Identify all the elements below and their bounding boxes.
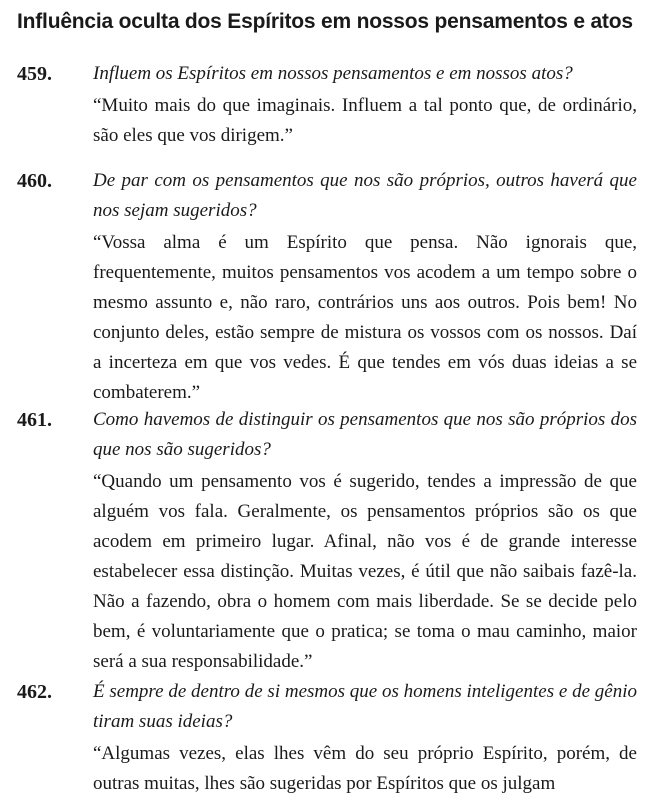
entry-461 [17, 405, 637, 677]
entry-question: Influem os Espíritos em nossos pensamentos e em nossos atos? [93, 63, 573, 84]
entry-number: 461. [17, 409, 52, 431]
entry-number: 459. [17, 63, 52, 85]
entry-question: É sempre de dentro de si mesmos que os homens inteligentes e de gênio tiram suas ideias? [93, 681, 637, 732]
entry-459 [17, 59, 637, 151]
entry-answer: “Vossa alma é um Espírito que pensa. Não ignorais que, frequentemente, muitos pensamentos vos acodem a um tempo sobre o mesmo assunto e, não raro, contrários uns aos outros. Pois bem! No conjunto deles, estão sempre de mistura os vossos com os nossos. Daí a incerteza em que vos vedes. É que tendes em vós duas ideias a se combaterem.” [93, 232, 637, 403]
entry-answer: “Muito mais do que imaginais. Influem a tal ponto que, de ordinário, são eles que vos dirigem.” [93, 95, 637, 146]
entry-answer: “Algumas vezes, elas lhes vêm do seu próprio Espírito, porém, de outras muitas, lhes são sugeridas por Espíritos que os julgam [93, 743, 637, 794]
entry-number: 462. [17, 681, 52, 703]
entry-number: 460. [17, 170, 52, 192]
entry-question: Como havemos de distinguir os pensamentos que nos são próprios dos que nos são sugeridos? [93, 409, 637, 460]
entry-462 [17, 677, 637, 799]
entry-460 [17, 166, 637, 408]
entry-question: De par com os pensamentos que nos são próprios, outros haverá que nos sejam sugeridos? [93, 170, 637, 221]
entry-answer: “Quando um pensamento vos é sugerido, tendes a impressão de que alguém vos fala. Geralmente, os pensamentos próprios são os que acodem em primeiro lugar. Afinal, não vos é de grande interesse estabelecer essa distinção. Muitas vezes, é útil que não saibais fazê-la. Não a fazendo, obra o homem com mais liberdade. Se se decide pelo bem, é voluntariamente que o pratica; se toma o mau caminho, maior será a sua responsabilidade.” [93, 471, 637, 672]
section-title: Influência oculta dos Espíritos em nossos pensamentos e atos [17, 10, 633, 33]
